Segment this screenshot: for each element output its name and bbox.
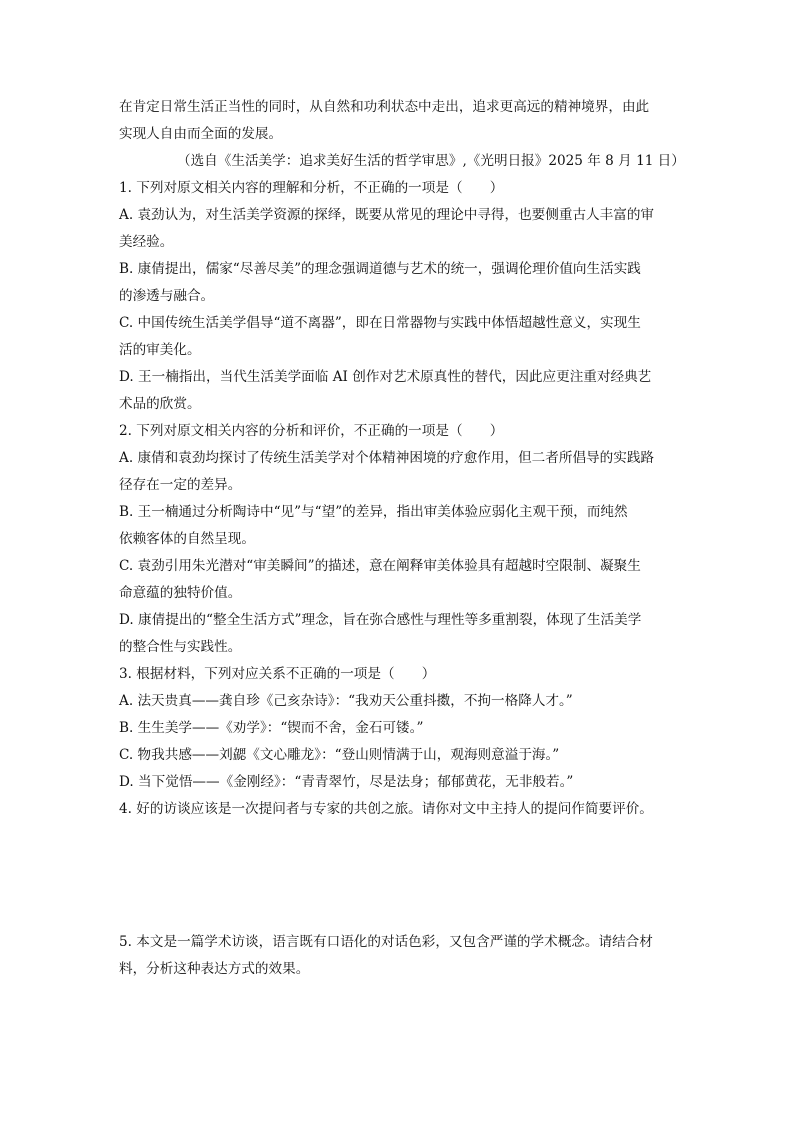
- q1-option-d: 术品的欣赏。: [119, 396, 201, 412]
- question-5-stem: 料，分析这种表达方式的效果。: [119, 961, 310, 977]
- q1-option-c: C. 中国传统生活美学倡导“道不离器”，即在日常器物与实践中体悟超越性意义，实现生: [119, 315, 641, 331]
- intro-line: 在肯定日常生活正当性的同时，从自然和功利状态中走出，追求更高远的精神境界，由此: [119, 99, 650, 115]
- q2-option-c: C. 袁劲引用朱光潜对“审美瞬间”的描述，意在阐释审美体验具有超越时空限制、凝聚生: [119, 558, 641, 574]
- q1-option-a: A. 袁劲认为，对生活美学资源的探绎，既要从常见的理论中寻得，也要侧重古人丰富的审: [119, 207, 655, 223]
- q3-option-c: C. 物我共感——刘勰《文心雕龙》：“登山则情满于山，观海则意溢于海。”: [119, 747, 560, 763]
- question-4-stem: 4. 好的访谈应该是一次提问者与专家的共创之旅。请你对文中主持人的提问作简要评价。: [119, 801, 653, 817]
- q2-option-b: B. 王一楠通过分析陶诗中“见”与“望”的差异，指出审美体验应弱化主观干预，而纯然: [119, 504, 628, 520]
- q2-option-b: 依赖客体的自然呈现。: [119, 531, 255, 547]
- q1-option-d: D. 王一楠指出，当代生活美学面临 AI 创作对艺术原真性的替代，因此应更注重对经典艺: [119, 369, 652, 385]
- question-3-stem: 3. 根据材料，下列对应关系不正确的一项是（ ）: [119, 666, 436, 682]
- q1-option-b: B. 康倩提出，儒家“尽善尽美”的理念强调道德与艺术的统一，强调伦理价值向生活实践: [119, 261, 641, 277]
- q2-option-c: 命意蕴的独特价值。: [119, 585, 242, 601]
- answer-space: [119, 876, 675, 929]
- q3-option-d: D. 当下觉悟——《金刚经》：“青青翠竹，尽是法身；郁郁黄花，无非般若。”: [119, 774, 574, 790]
- q1-option-b: 的渗透与融合。: [119, 288, 215, 304]
- question-2-stem: 2. 下列对原文相关内容的分析和评价，不正确的一项是（ ）: [119, 423, 504, 439]
- question-1-stem: 1. 下列对原文相关内容的理解和分析，不正确的一项是（ ）: [119, 180, 504, 196]
- q1-option-c: 活的审美化。: [119, 342, 201, 358]
- intro-line: 实现人自由而全面的发展。: [119, 126, 283, 142]
- q2-option-a: 径存在一定的差异。: [119, 477, 242, 493]
- q2-option-d: D. 康倩提出的“整全生活方式”理念，旨在弥合感性与理性等多重割裂，体现了生活美学: [119, 612, 642, 628]
- answer-space: [119, 823, 675, 876]
- q2-option-a: A. 康倩和袁劲均探讨了传统生活美学对个体精神困境的疗愈作用，但二者所倡导的实践路: [119, 450, 655, 466]
- q2-option-d: 的整合性与实践性。: [119, 639, 242, 655]
- question-5-stem: 5. 本文是一篇学术访谈，语言既有口语化的对话色彩，又包含严谨的学术概念。请结合材: [119, 934, 653, 950]
- document-body: [119, 94, 685, 983]
- q3-option-a: A. 法天贵真——龚自珍《己亥杂诗》：“我劝天公重抖擞，不拘一格降人才。”: [119, 693, 573, 709]
- source-citation: （选自《生活美学：追求美好生活的哲学审思》,《光明日报》2025 年 8 月 11 日）: [177, 153, 685, 169]
- q3-option-b: B. 生生美学——《劝学》：“锲而不舍，金石可镂。”: [119, 720, 424, 736]
- q1-option-a: 美经验。: [119, 234, 174, 250]
